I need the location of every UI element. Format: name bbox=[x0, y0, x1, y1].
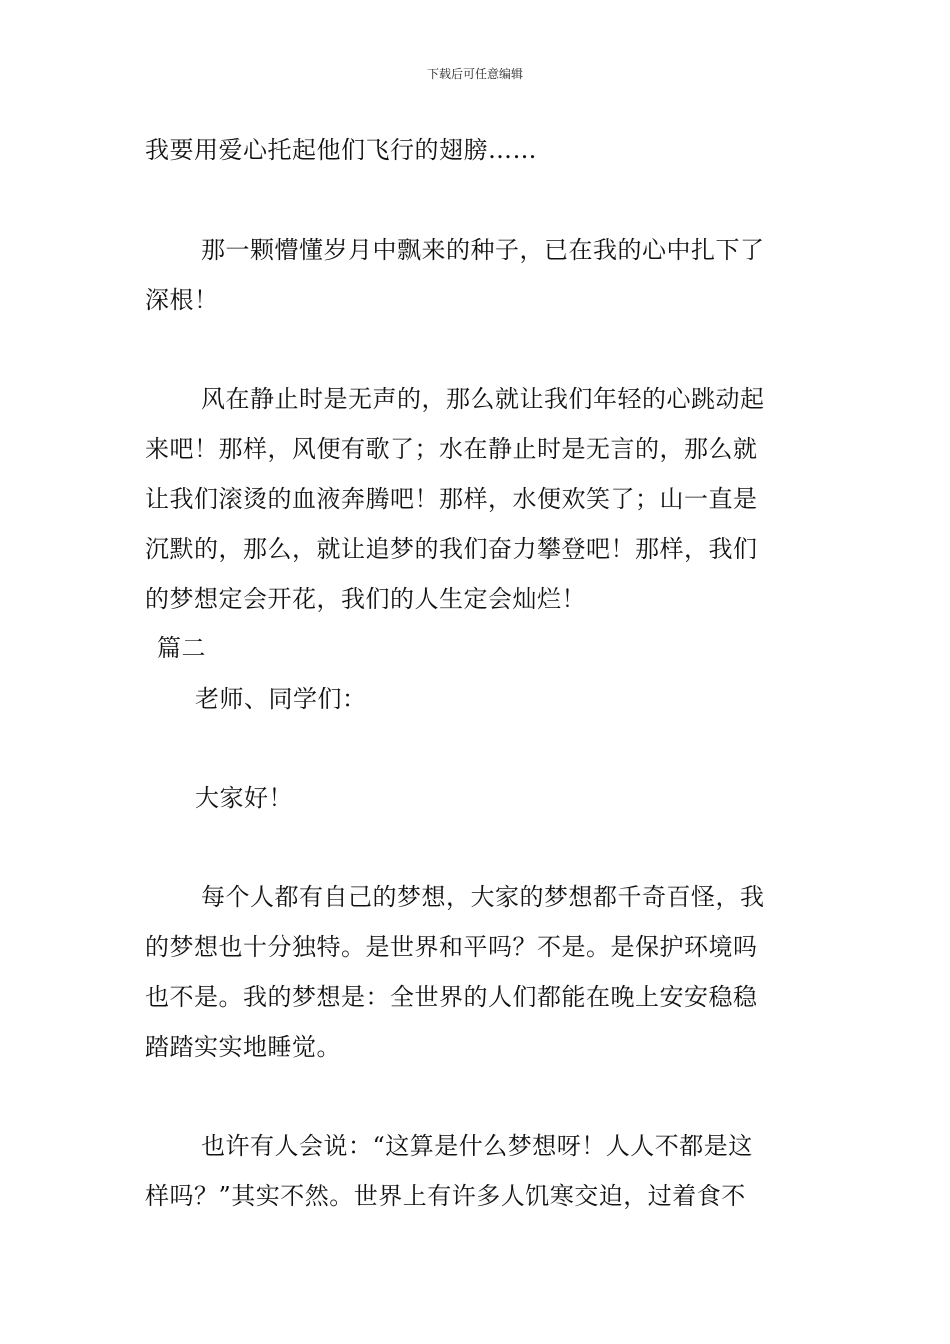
text-line: 风在静止时是无声的，那么就让我们年轻的心跳动起 bbox=[201, 385, 765, 413]
text-line: 也不是。我的梦想是：全世界的人们都能在晚上安安稳稳 bbox=[145, 983, 758, 1011]
text-line: 也许有人会说：“这算是什么梦想呀！人人不都是这 bbox=[201, 1132, 753, 1160]
text-line: 每个人都有自己的梦想，大家的梦想都千奇百怪，我 bbox=[201, 883, 765, 911]
text-line: 来吧！那样，风便有歌了；水在静止时是无言的，那么就 bbox=[145, 435, 758, 463]
text-line: 的梦想也十分独特。是世界和平吗？不是。是保护环境吗 bbox=[145, 933, 758, 961]
greeting: 大家好！ bbox=[195, 784, 293, 812]
page-header-note: 下载后可任意编辑 bbox=[426, 67, 523, 81]
text-line: 踏踏实实地睡觉。 bbox=[145, 1033, 341, 1061]
text-line: 样吗？”其实不然。世界上有许多人饥寒交迫，过着食不 bbox=[145, 1182, 746, 1210]
section-heading: 篇二 bbox=[157, 634, 206, 662]
text-line: 我要用爱心托起他们飞行的翅膀…… bbox=[145, 136, 537, 164]
text-line: 那一颗懵懂岁月中飘来的种子，已在我的心中扎下了 bbox=[201, 236, 765, 264]
text-line: 的梦想定会开花，我们的人生定会灿烂！ bbox=[145, 585, 586, 613]
text-line: 深根！ bbox=[145, 286, 219, 314]
text-line: 让我们滚烫的血液奔腾吧！那样，水便欢笑了；山一直是 bbox=[145, 485, 758, 513]
salutation: 老师、同学们： bbox=[195, 685, 367, 713]
text-line: 沉默的，那么，就让追梦的我们奋力攀登吧！那样，我们 bbox=[145, 535, 758, 563]
